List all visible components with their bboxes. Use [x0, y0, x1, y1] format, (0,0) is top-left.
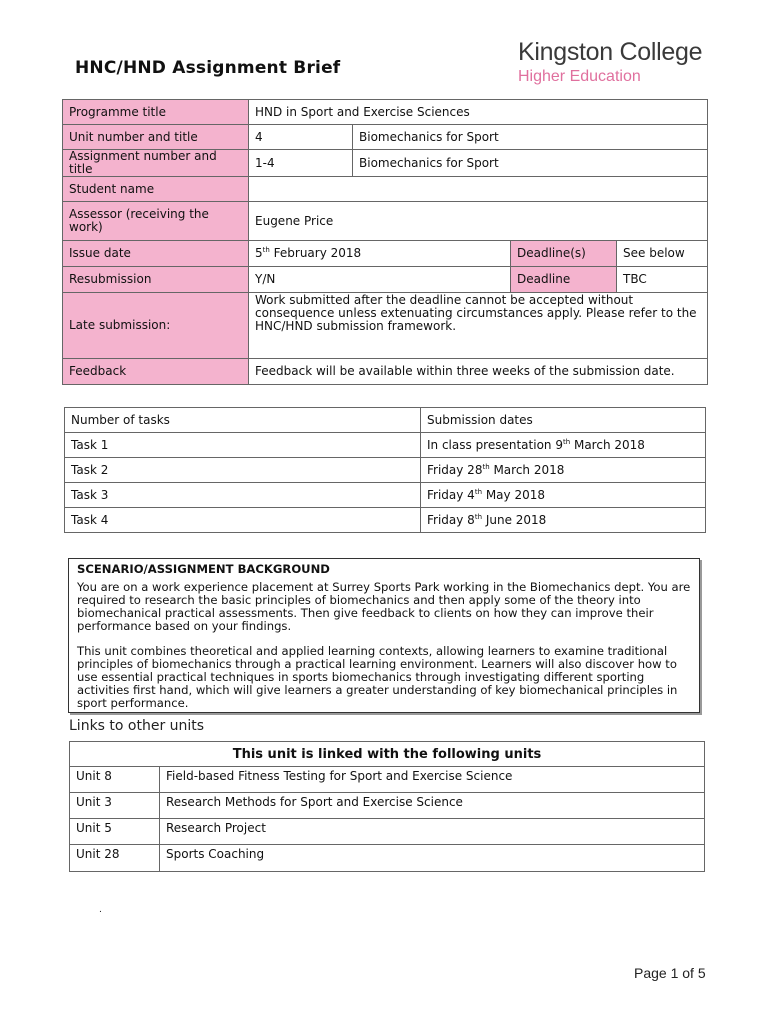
table-row	[65, 508, 706, 533]
assignment-number: 1-4	[249, 150, 353, 177]
deadlines-value: See below	[617, 241, 708, 267]
assessor-row	[63, 202, 708, 241]
scenario-paragraph-2: This unit combines theoretical and applied learning contexts, allowing learners to examine traditional principles of biomechanics through a practical learning environment. Learners will also discover how to use essential practical techniques in sports biomechanics through investigating different sporting activities first hand, which will give learners a greater understanding of key biomechanical principles in sport performance.	[77, 644, 678, 710]
task-date	[421, 433, 706, 458]
unit-code: Unit 28	[70, 845, 160, 872]
task-date-rest: March 2018	[489, 462, 565, 477]
issue-day-suffix: th	[262, 246, 270, 254]
logo-name: Kingston College	[518, 38, 703, 66]
table-row	[65, 433, 706, 458]
late-submission-value: Work submitted after the deadline cannot be accepted without consequence unless extenuating circumstances apply. Please refer to the HNC/HND submission framework.	[249, 293, 708, 359]
table-row	[70, 845, 705, 872]
college-logo	[518, 38, 718, 86]
student-row	[63, 177, 708, 202]
unit-name: Sports Coaching	[160, 845, 705, 872]
programme-row	[63, 100, 708, 125]
page-number: Page 1 of 5	[634, 965, 706, 981]
unit-name: Research Project	[160, 819, 705, 845]
issue-month-year: February 2018	[269, 246, 362, 260]
feedback-value: Feedback will be available within three weeks of the submission date.	[249, 359, 708, 385]
scenario-box	[68, 558, 700, 713]
task-date-main: Friday 8	[427, 512, 475, 527]
tasks-header-row	[65, 408, 706, 433]
stray-dot: .	[99, 905, 102, 915]
task-date-main: In class presentation 9	[427, 437, 563, 452]
issue-date-label: Issue date	[63, 241, 249, 267]
task-date	[421, 483, 706, 508]
scenario-paragraph-1: You are on a work experience placement at Surrey Sports Park working in the Biomechanics dept. You are required to research the basic principles of biomechanics and then apply some of the theory into biomechanical practical assessments. Then give feedback to clients on how they can improve their performance based on your findings.	[77, 580, 691, 633]
task-date-rest: June 2018	[482, 512, 547, 527]
resubmission-row	[63, 267, 708, 293]
task-date-main: Friday 28	[427, 462, 483, 477]
programme-label: Programme title	[63, 100, 249, 125]
issue-date-value	[249, 241, 511, 267]
late-submission-label: Late submission:	[63, 293, 249, 359]
tasks-table	[64, 407, 706, 533]
issue-day: 5	[255, 246, 263, 260]
unit-code: Unit 5	[70, 819, 160, 845]
unit-number: 4	[249, 125, 353, 150]
resubmission-value: Y/N	[249, 267, 511, 293]
units-header-row	[70, 742, 705, 767]
student-name-field[interactable]	[249, 177, 708, 202]
table-row	[70, 793, 705, 819]
linked-units-table	[69, 741, 705, 872]
task-date	[421, 458, 706, 483]
task-date-suffix: th	[474, 487, 483, 496]
task-name: Task 2	[65, 458, 421, 483]
task-name: Task 4	[65, 508, 421, 533]
table-row	[70, 819, 705, 845]
assessor-label: Assessor (receiving the work)	[63, 202, 249, 241]
assessor-value: Eugene Price	[249, 202, 708, 241]
document-title: HNC/HND Assignment Brief	[75, 58, 341, 78]
assignment-label: Assignment number and title	[63, 150, 249, 177]
unit-code: Unit 8	[70, 767, 160, 793]
task-date-rest: May 2018	[482, 487, 545, 502]
task-date-suffix: th	[482, 462, 490, 471]
deadlines-label: Deadline(s)	[511, 241, 617, 267]
unit-title: Biomechanics for Sport	[353, 125, 708, 150]
task-date-suffix: th	[474, 512, 483, 521]
issue-date-row	[63, 241, 708, 267]
unit-row	[63, 125, 708, 150]
task-name: Task 1	[65, 433, 421, 458]
assignment-title: Biomechanics for Sport	[353, 150, 708, 177]
feedback-label: Feedback	[63, 359, 249, 385]
deadline-value: TBC	[617, 267, 708, 293]
task-date-rest: March 2018	[570, 437, 645, 452]
programme-value: HND in Sport and Exercise Sciences	[249, 100, 708, 125]
unit-name: Field-based Fitness Testing for Sport and Exercise Science	[160, 767, 705, 793]
scenario-title: SCENARIO/ASSIGNMENT BACKGROUND	[77, 562, 330, 576]
late-submission-row	[63, 293, 708, 359]
unit-code: Unit 3	[70, 793, 160, 819]
table-row	[65, 483, 706, 508]
task-date	[421, 508, 706, 533]
logo-subtitle: Higher Education	[518, 68, 641, 85]
table-row	[65, 458, 706, 483]
unit-name: Research Methods for Sport and Exercise Science	[160, 793, 705, 819]
dates-col-header: Submission dates	[421, 408, 706, 433]
unit-label: Unit number and title	[63, 125, 249, 150]
feedback-row	[63, 359, 708, 385]
task-date-suffix: th	[562, 437, 571, 446]
assignment-info-table	[62, 99, 708, 385]
resubmission-label: Resubmission	[63, 267, 249, 293]
links-heading: Links to other units	[69, 718, 205, 734]
table-row	[70, 767, 705, 793]
task-date-main: Friday 4	[427, 487, 475, 502]
student-label: Student name	[63, 177, 249, 202]
units-table-header: This unit is linked with the following units	[70, 742, 705, 767]
assignment-row	[63, 150, 708, 177]
tasks-col-header: Number of tasks	[65, 408, 421, 433]
deadline-label: Deadline	[511, 267, 617, 293]
task-name: Task 3	[65, 483, 421, 508]
